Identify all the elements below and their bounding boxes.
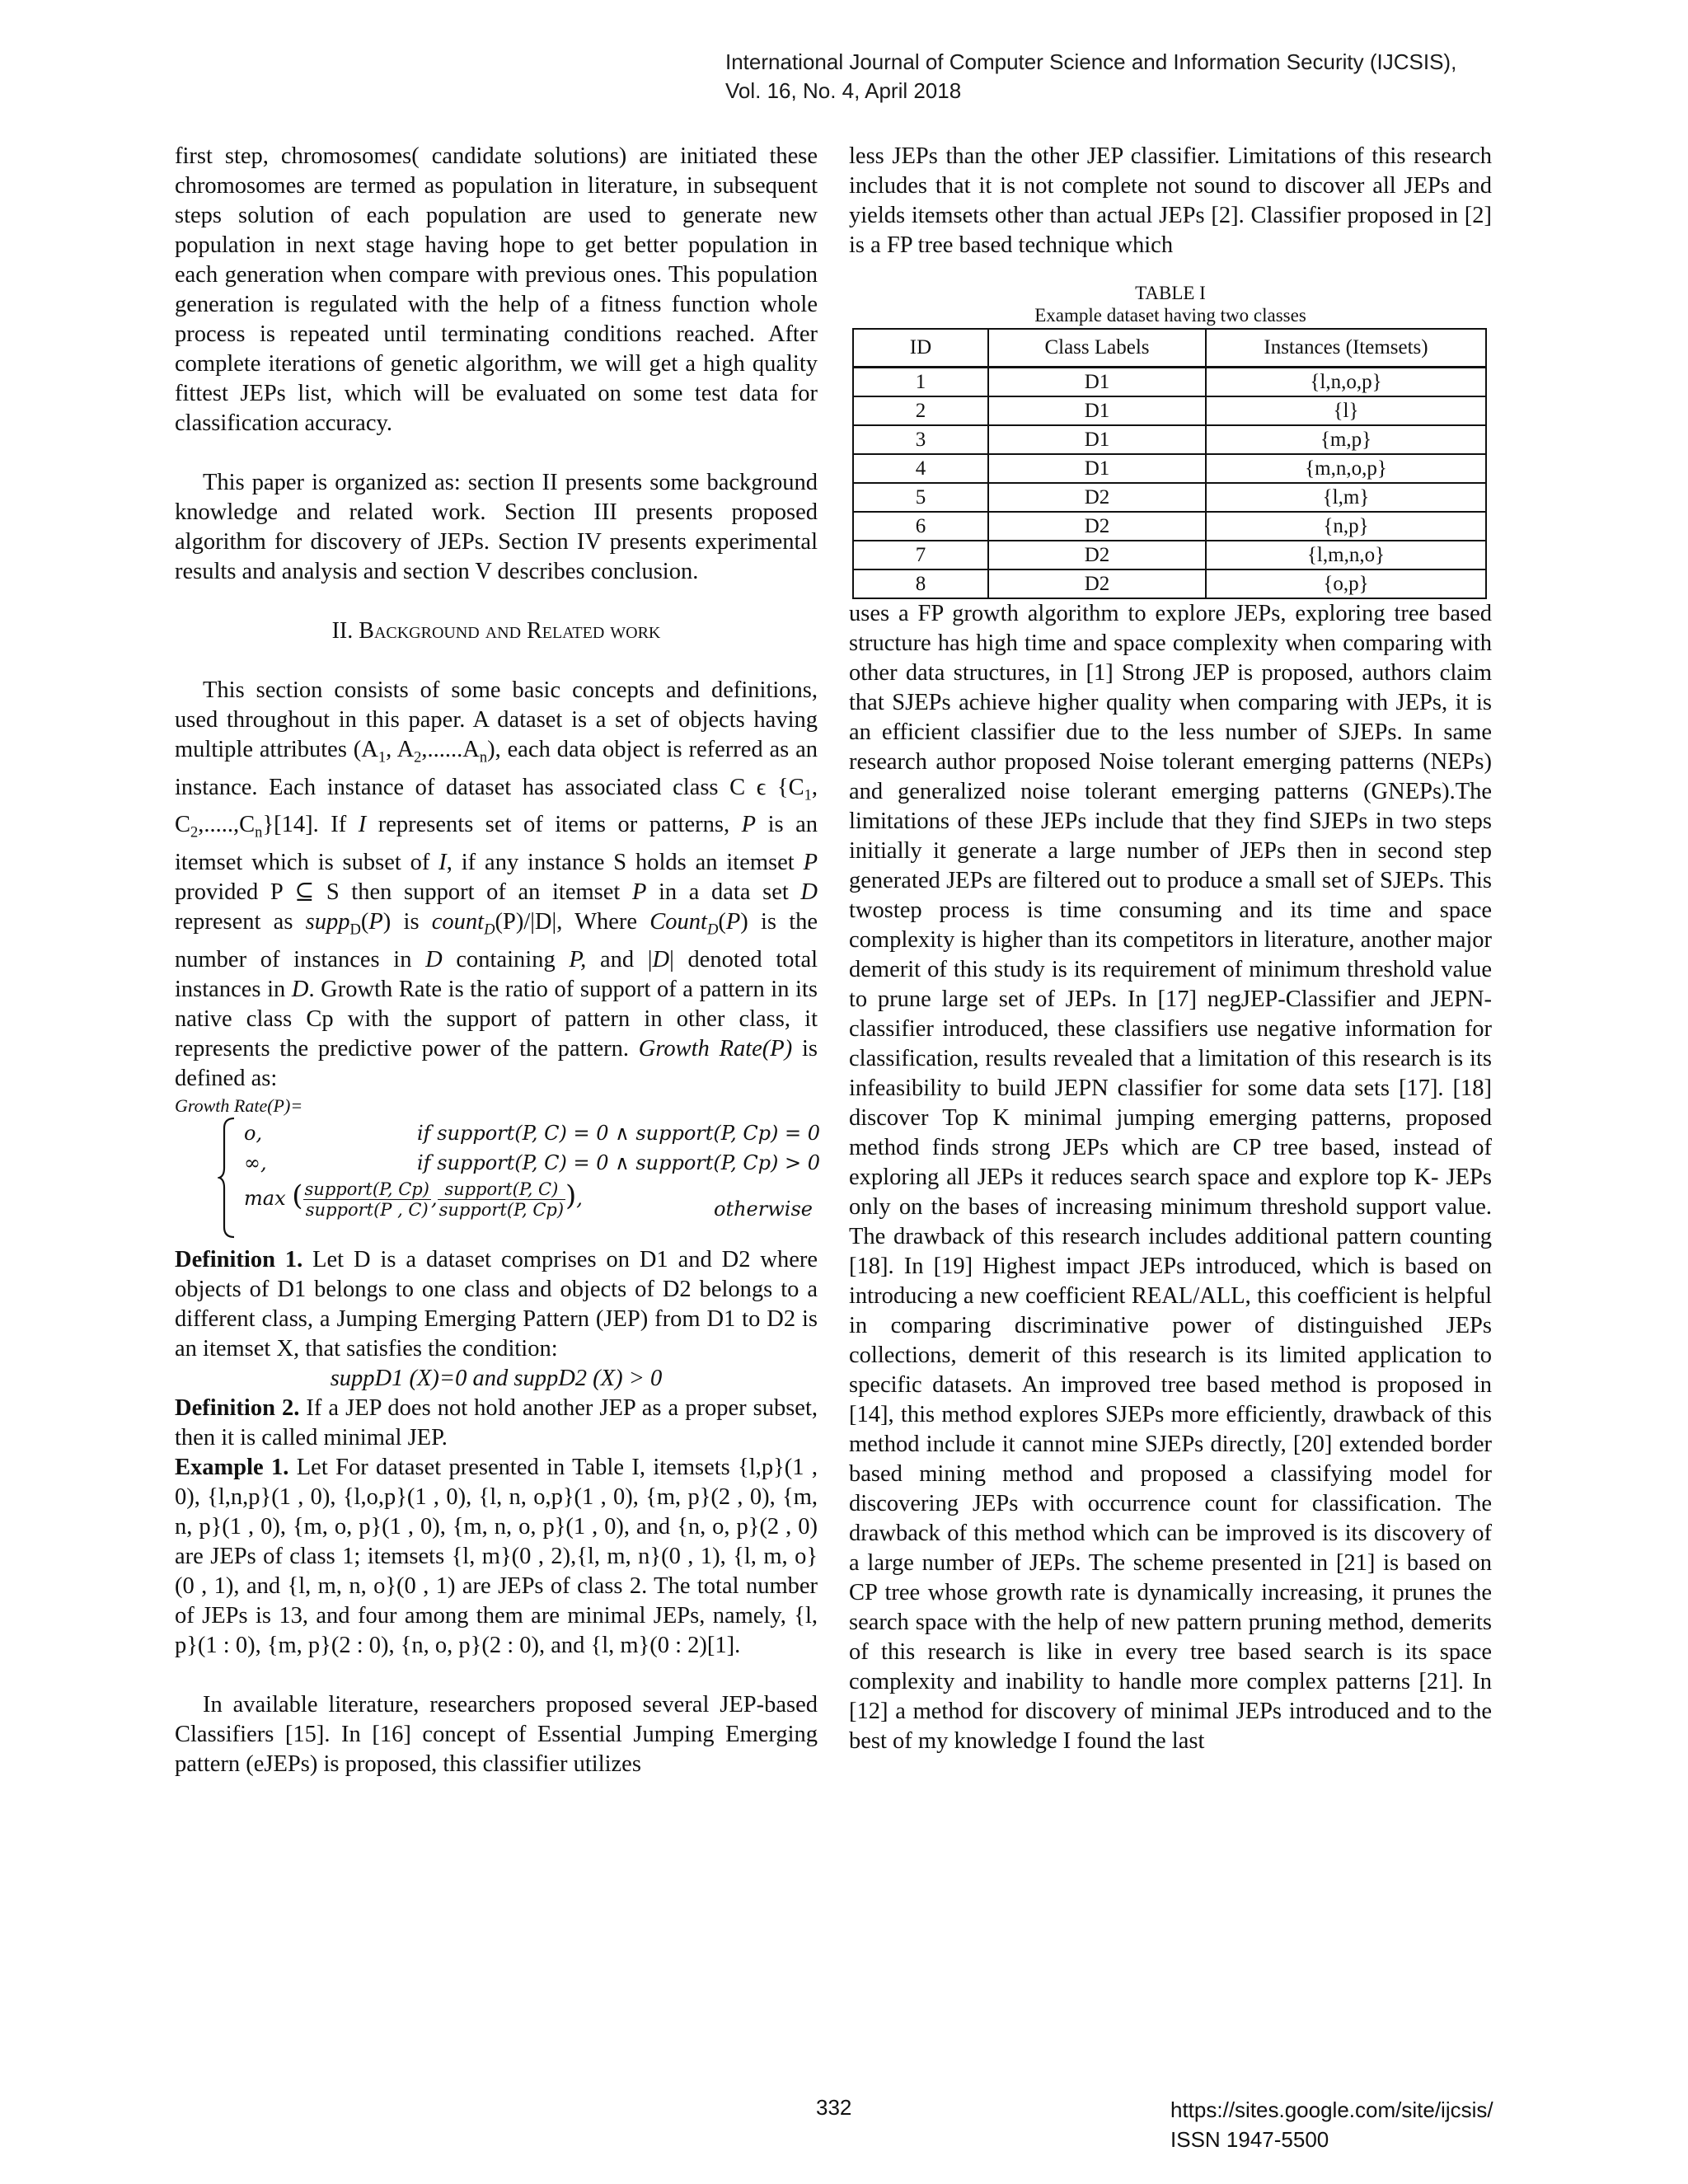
paragraph: first step, chromosomes( candidate solutions) are initiated these chromosomes are termed as population in literature, in subsequent steps solution of each population are used to generate new population in next stage having hope to get better population in each generation when compare with previous ones. This population generation is regulated with the help of a fitness function whole process is repeated until terminating conditions reached. After complete iterations of genetic algorithm, we will get a high quality fittest JEPs list, which will be evaluated on some test data for classification accuracy. (175, 143, 818, 436)
growth-rate-formula (221, 1117, 821, 1240)
column-header: Instances (Itemsets) (1206, 329, 1486, 368)
table-cell: D1 (988, 396, 1206, 425)
table-cell: {l,m,n,o} (1206, 541, 1486, 569)
footer-url: https://sites.google.com/site/ijcsis/ (1170, 2097, 1493, 2122)
case-row: o, if support(P, C) = 0 ∧ support(P, Cp) = 0 (244, 1121, 821, 1145)
footer-info (1170, 2095, 1493, 2154)
table-row (853, 512, 1486, 541)
table-cell: 4 (853, 454, 988, 483)
table-row (853, 425, 1486, 454)
header-line-2: Vol. 16, No. 4, April 2018 (725, 78, 962, 103)
table-cell: {m,p} (1206, 425, 1486, 454)
table-cell: {l,m} (1206, 483, 1486, 512)
right-column (849, 142, 1492, 1756)
table-cell: D1 (988, 425, 1206, 454)
table-row (853, 483, 1486, 512)
table-cell: D2 (988, 483, 1206, 512)
dataset-table (852, 328, 1487, 599)
paragraph: This paper is organized as: section II presents some background knowledge and related work. Section III presents proposed algorithm for discovery of JEPs. Section IV presents experimental results and analysis and section V describes conclusion. (175, 470, 818, 584)
definition-1: Definition 1. Let D is a dataset comprises on D1 and D2 where objects of D1 belongs to one class and objects of D2 belongs to a different class, a Jumping Emerging Pattern (JEP) from D1 to D2 is an itemset X, that satisfies the condition: (175, 1246, 818, 1361)
paragraph: uses a FP growth algorithm to explore JEPs, exploring tree based structure has high time and space complexity when comparing with other data structures, in [1] Strong JEP is proposed, authors claim that SJEPs achieve higher quality when comparing with JEPs, it is an efficient classifier due to the less number of SJEPs. In same research author proposed Noise tolerant emerging patterns (NEPs) and generalized noise tolerant emerging patterns (GNEPs).The limitations of these JEPs include that they find SJEPs in two steps initially it generate a large number of JEPs then in second step generated JEPs are filtered out to produce a small set of SJEPs. This twostep process is time consuming and its time and space complexity is higher than its competitors in literature, another major demerit of this study is its requirement of minimum threshold value to prune large set of JEPs. In [17] negJEP-Classifier and JEPN-classifier introduced, these classifiers use negative information for classification, results revealed that a limitation of this research is its infeasibility to build JEPN classifier for some data sets [17]. [18] discover Top K minimal jumping emerging patterns, proposed method finds strong JEPs which are CP tree based, instead of exploring all JEPs it reduces search space and explore top K- JEPs only on the bases of increasing minimum threshold support value. The drawback of this research includes additional pattern counting [18]. In [19] Highest impact JEPs introduced, which is based on introducing a new coefficient REAL/ALL, this coefficient is helpful in comparing discriminative power of distinguished JEPs collections, demerit of this research is its limited application to specific datasets. An improved tree based method is proposed in [14], this method explores SJEPs more efficiently, drawback of this method include it cannot mine SJEPs directly, [20] extended border based mining method and proposed a classifying model for discovering JEPs with occurrence count for classification. The drawback of this method which can be improved is its discovery of a large number of JEPs. The scheme presented in [21] is based on CP tree whose growth rate is dynamically increasing, it prunes the search space with the help of new pattern pruning method, demerits of this research is like in every tree based search is its space complexity and inability to handle more complex patterns [21]. In [12] a method for discovery of minimal JEPs introduced and to the best of my knowledge I found the last (849, 601, 1492, 1754)
table-title: TABLE I (1135, 283, 1206, 303)
table-cell: {l,n,o,p} (1206, 368, 1486, 397)
growth-rate-label: Growth Rate(P)= (175, 1094, 303, 1116)
table-row (853, 454, 1486, 483)
left-column (175, 142, 821, 1779)
table-cell: 6 (853, 512, 988, 541)
paragraph: In available literature, researchers proposed several JEP-based Classifiers [15]. In [16] concept of Essential Jumping Emerging pattern (eJEPs) is proposed, this classifier utilizes (175, 1691, 818, 1777)
table-cell: D1 (988, 454, 1206, 483)
table-cell: 5 (853, 483, 988, 512)
case-row: max ( $\frac{\text{support(P, Cp)}}{\text{support(P , C)}}$ , $\frac{\text{support(P, C)}}{\text{support(P, Cp)}}$ ), otherwise (244, 1179, 813, 1221)
table-cell: 2 (853, 396, 988, 425)
table-cell: {o,p} (1206, 569, 1486, 598)
journal-header (725, 48, 1632, 105)
table-cell: D1 (988, 368, 1206, 397)
paragraph: less JEPs than the other JEP classifier. Limitations of this research includes that it is not complete not sound to discover all JEPs and yields itemsets other than actual JEPs [2]. Classifier proposed in [2] is a FP tree based technique which (849, 143, 1492, 258)
table-cell: 7 (853, 541, 988, 569)
table-cell: {l} (1206, 396, 1486, 425)
column-header: ID (853, 329, 988, 368)
header-line-1: International Journal of Computer Science and Information Security (IJCSIS), (725, 49, 1457, 74)
table-cell: {m,n,o,p} (1206, 454, 1486, 483)
page-number: 332 (816, 2095, 852, 2120)
table-cell: D2 (988, 512, 1206, 541)
section-heading: II. Background and Related work (331, 618, 661, 644)
definition-1-condition: suppD1 (X)=0 and suppD2 (X) > 0 (330, 1365, 663, 1391)
table-cell: 8 (853, 569, 988, 598)
table-cell: D2 (988, 569, 1206, 598)
table-subtitle: Example dataset having two classes (1034, 305, 1306, 326)
table-cell: {n,p} (1206, 512, 1486, 541)
example-1: Example 1. Let For dataset presented in Table I, itemsets {l,p}(1 , 0), {l,n,p}(1 , 0), {l,o,p}(1 , 0), {l, n, o,p}(1 , 0), {m, p}(2 , 0), {m, n, p}(1 , 0), {m, o, p}(1 , 0), {m, n, o, p}(1 , 0), and {n, o, p}(2 , 0) are JEPs of class 1; itemsets {l, m}(0 , 2),{l, m, n}(0 , 1), {l, m, o}(0 , 1), and {l, m, n, o}(0 , 1) are JEPs of class 2. The total number of JEPs is 13, and four among them are minimal JEPs, namely, {l, p}(1 : 0), {m, p}(2 : 0), {n, o, p}(2 : 0), and {l, m}(0 : 2)[1]. (175, 1454, 818, 1658)
table-cell: 3 (853, 425, 988, 454)
left-brace (218, 1117, 236, 1239)
paragraph: This section consists of some basic concepts and definitions, used throughout in this paper. A dataset is a set of objects having multiple attributes ($A_1$, $A_2,......A_n$), each data object is referred as an instance. Each instance of dataset has associated class C ϵ {$C_1$, $C_2,.....,C_n\}[14]$. If I represents set of items or patterns, P is an itemset which is subset of I, if any instance S holds an itemset P provided P ⊆ S then support of an itemset P in a data set D represent as supp$_D$(P) is count$_D$(P)/|D|, Where Count$_D$(P) is the number of instances in D containing P, and |D| denoted total instances in D. Growth Rate is the ratio of support of a pattern in its native class Cp with the support of pattern in other class, it represents the predictive power of the pattern. Growth Rate(P) is defined as: (175, 677, 818, 1091)
table-row (853, 569, 1486, 598)
table-row (853, 396, 1486, 425)
case-row: ∞, if support(P, C) = 0 ∧ support(P, Cp) > 0 (244, 1151, 821, 1174)
table-cell: D2 (988, 541, 1206, 569)
table-cell: 1 (853, 368, 988, 397)
column-header: Class Labels (988, 329, 1206, 368)
table-header-row (853, 329, 1486, 368)
table-row (853, 368, 1486, 397)
definition-2: Definition 2. If a JEP does not hold another JEP as a proper subset, then it is called minimal JEP. (175, 1394, 818, 1451)
footer-issn: ISSN 1947-5500 (1170, 2127, 1329, 2152)
table-row (853, 541, 1486, 569)
